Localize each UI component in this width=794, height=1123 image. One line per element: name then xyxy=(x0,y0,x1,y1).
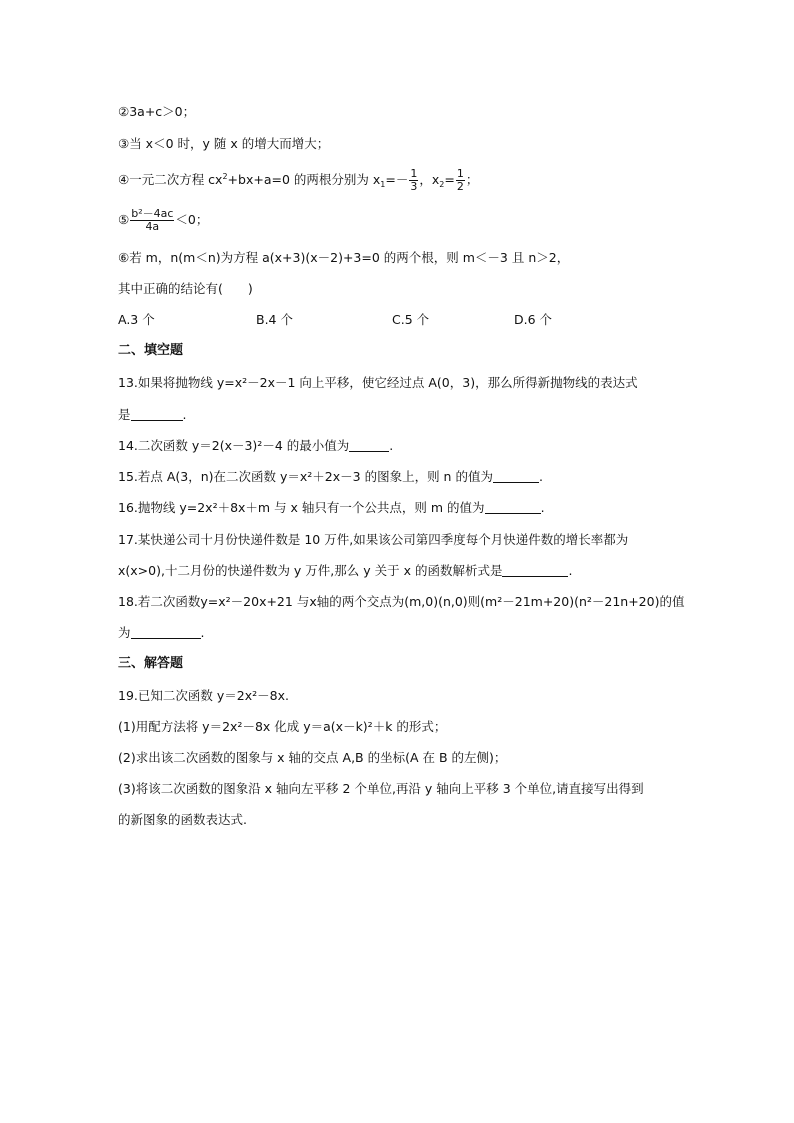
item-3: ③当 x＜0 时，y 随 x 的增大而增大； xyxy=(118,136,330,151)
item-4: ④一元二次方程 $cx^2+bx+a=0$ 的两根分别为 $x_1=-$ $\frac{1}{3}$ ，$x_2=$ $\frac{1}{2}$ ； xyxy=(118,167,479,193)
count-question: 其中正确的结论有( ) xyxy=(118,281,253,296)
section-solve-title: 三、解答题 xyxy=(118,656,184,671)
section-fill-in-title: 二、填空题 xyxy=(118,343,184,358)
option-b: B.4 个 xyxy=(256,312,293,327)
option-c: C.5 个 xyxy=(392,312,430,327)
option-d: D.6 个 xyxy=(514,312,553,327)
question-17-line-1: 17.某快递公司十月份快递件数是 10 万件,如果该公司第四季度每个月快递件数的增长率都为 xyxy=(118,532,629,547)
item-5: ⑤ $\frac{\text{b²－4ac}}{4a}$ ＜0； xyxy=(118,207,209,233)
question-14: 14.二次函数 y＝2(x－3)²－4 的最小值为 . xyxy=(118,438,394,453)
question-19-part-3-line-2: 的新图象的函数表达式. xyxy=(118,812,247,827)
answer-blank-15[interactable] xyxy=(493,470,539,483)
item-2: ②3a+c＞0； xyxy=(118,104,196,119)
question-16: 16.抛物线 y=2x²＋8x＋m 与 x 轴只有一个公共点，则 m 的值为 . xyxy=(118,500,545,515)
question-17-line-2: x(x>0),十二月份的快递件数为 y 万件,那么 y 关于 x 的函数解析式是 . xyxy=(118,563,573,578)
discriminant-fraction: $\frac{\text{b²－4ac}}{4a}$ xyxy=(131,207,174,233)
question-19: 19.已知二次函数 y＝2x²－8x. xyxy=(118,688,289,703)
item-6: ⑥若 m，n(m＜n)为方程 a(x+3)(x－2)+3=0 的两个根，则 m＜－3 且 n＞2， xyxy=(118,250,570,265)
answer-blank-18[interactable] xyxy=(131,626,201,639)
question-19-part-1: (1)用配方法将 y＝2x²－8x 化成 y＝a(x－k)²＋k 的形式； xyxy=(118,719,447,734)
question-13-line-2: 是 . xyxy=(118,407,187,422)
fraction-one-third: $\frac{1}{3}$ xyxy=(410,167,418,193)
answer-blank-14[interactable] xyxy=(349,439,389,452)
question-15: 15.若点 A(3，n)在二次函数 y＝x²＋2x－3 的图象上，则 n 的值为 . xyxy=(118,469,543,484)
answer-blank-17[interactable] xyxy=(502,564,568,577)
question-18-line-1: 18.若二次函数y=x²－20x+21 与x轴的两个交点为(m,0)(n,0)则(m²－21m+20)(n²－21n+20)的值 xyxy=(118,594,685,609)
answer-blank-13[interactable] xyxy=(131,408,183,421)
question-18-line-2: 为 . xyxy=(118,625,205,640)
answer-blank-16[interactable] xyxy=(485,501,541,514)
option-a: A.3 个 xyxy=(118,312,155,327)
question-19-part-2: (2)求出该二次函数的图象与 x 轴的交点 A,B 的坐标(A 在 B 的左侧)； xyxy=(118,750,507,765)
question-19-part-3-line-1: (3)将该二次函数的图象沿 x 轴向左平移 2 个单位,再沿 y 轴向上平移 3 个单位,请直接写出得到 xyxy=(118,781,644,796)
question-13-line-1: 13.如果将抛物线 y=x²－2x－1 向上平移，使它经过点 A(0，3)，那么所得新抛物线的表达式 xyxy=(118,375,638,390)
fraction-one-half: $\frac{1}{2}$ xyxy=(456,167,464,193)
